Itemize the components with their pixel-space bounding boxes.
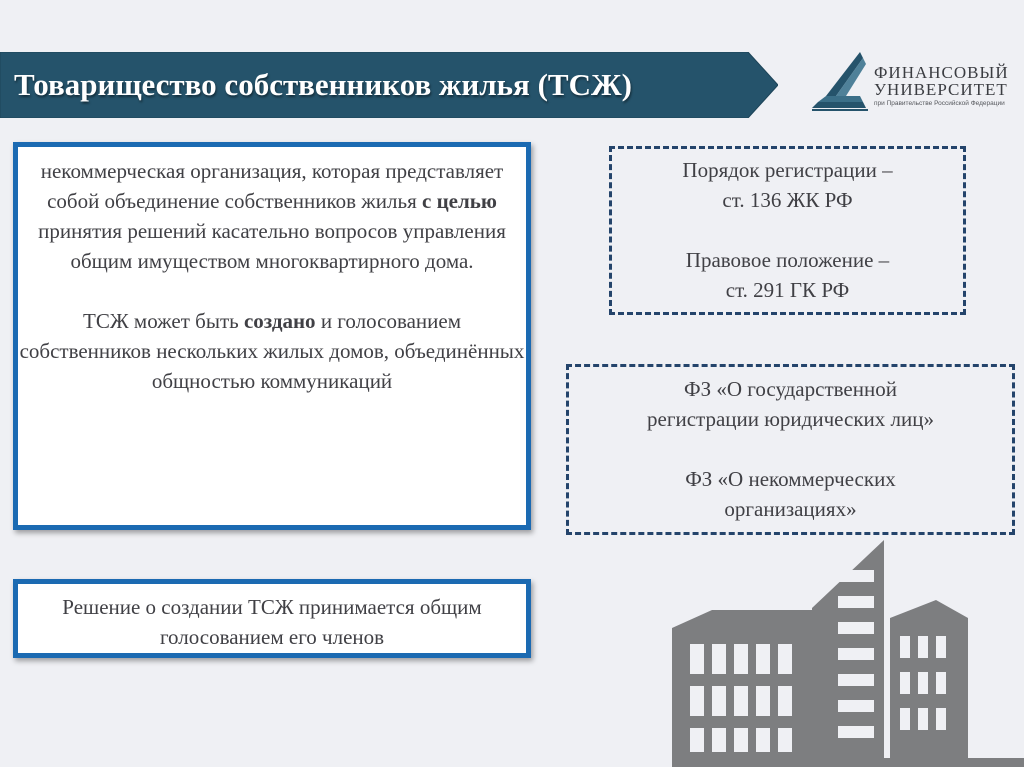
logo-name-line2: УНИВЕРСИТЕТ xyxy=(874,80,1008,99)
definition-paragraph xyxy=(18,156,526,276)
definition-text-start: некоммерческая организация, которая представляет собой объединение собственников жилья xyxy=(40,159,504,213)
law-2-line-1: ФЗ «О некоммерческих xyxy=(685,467,896,491)
registration-line-1: Порядок регистрации – xyxy=(682,158,893,182)
creation-text-bold: создано xyxy=(243,309,316,333)
law-2-line-2: организациях» xyxy=(724,497,857,521)
legal-status-line-1: Правовое положение – xyxy=(685,248,890,272)
title-banner xyxy=(0,52,778,118)
definition-box xyxy=(13,142,531,530)
logo-emblem-icon xyxy=(808,50,874,120)
federal-laws-box xyxy=(566,364,1015,535)
creation-text-end: и голосованием собственников нескольких жилых домов, объединённых общностью коммуникаций xyxy=(19,309,525,393)
definition-text-bold: с целью xyxy=(422,189,497,213)
law-1-line-1: ФЗ «О государственной xyxy=(684,377,897,401)
registration-line-2: ст. 136 ЖК РФ xyxy=(722,188,853,212)
logo-subtitle: при Правительстве Российской Федерации xyxy=(874,100,1005,107)
creation-text-start: ТСЖ может быть xyxy=(83,309,244,333)
page-title: Товарищество собственников жилья (ТСЖ) xyxy=(14,67,632,102)
law-1-line-2: регистрации юридических лиц» xyxy=(647,407,934,431)
registration-box xyxy=(609,146,966,315)
decision-box xyxy=(13,579,531,658)
creation-paragraph xyxy=(18,306,526,396)
definition-text-end: принятия решений касательно вопросов управления общим имуществом многоквартирного дома. xyxy=(38,219,506,273)
logo-name xyxy=(874,64,1009,98)
university-logo xyxy=(808,50,1012,120)
buildings-illustration xyxy=(672,540,1024,767)
decision-text: Решение о создании ТСЖ принимается общим голосованием его членов xyxy=(62,595,482,649)
logo-name-line1: ФИНАНСОВЫЙ xyxy=(874,63,1009,82)
legal-status-line-2: ст. 291 ГК РФ xyxy=(725,278,850,302)
